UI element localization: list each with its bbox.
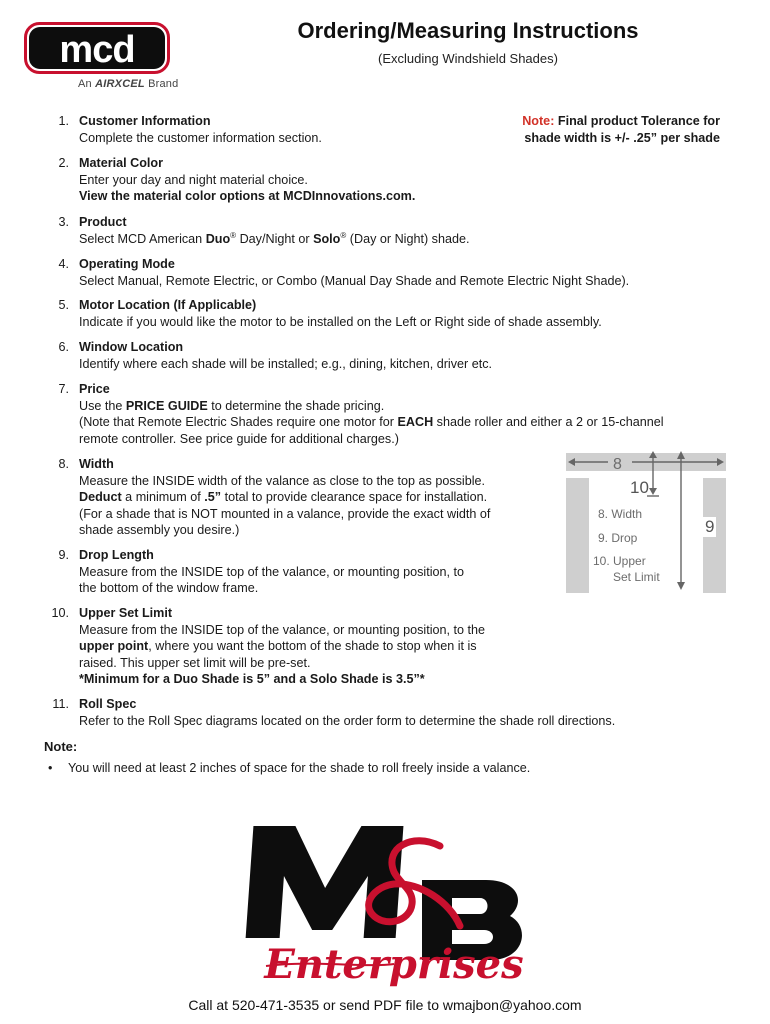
item-heading: Upper Set Limit	[79, 606, 173, 620]
mb-enterprises-logo	[244, 818, 534, 990]
item-heading: Material Color	[79, 156, 163, 170]
airxcel-brand: AIRXCEL	[95, 78, 145, 90]
note-heading: Note:	[44, 739, 78, 754]
item-heading: Drop Length	[79, 548, 154, 562]
instruction-item-5: 5. Motor Location (If Applicable) Indicate if you would like the motor to be installed on the Left or Right side of shade assembly.	[58, 298, 602, 329]
instruction-item-1: 1. Customer Information Complete the customer information section.	[58, 114, 322, 145]
svg-text:Enterprises: Enterprises	[264, 941, 524, 988]
legend-upper-2: Set Limit	[613, 570, 660, 584]
legend-width: 8. Width	[598, 507, 643, 521]
page-subtitle: (Excluding Windshield Shades)	[378, 51, 558, 66]
tolerance-note: Note: Final product Tolerance for shade width is +/- .25” per shade	[522, 114, 720, 145]
measurement-diagram	[566, 451, 726, 593]
legend-upper-1: 10. Upper	[593, 554, 646, 568]
item-heading: Roll Spec	[79, 697, 137, 711]
instruction-item-4: 4. Operating Mode Select Manual, Remote Electric, or Combo (Manual Day Shade and Remote Electric Night Shade).	[58, 257, 630, 288]
instruction-item-7: 7. Price Use the PRICE GUIDE to determine the shade pricing. (Note that Remote Electric Shades require one motor for EACH shade roller and either a 2 or 15-channel remote controller. See price guide for additional charges.)	[58, 382, 664, 446]
item-heading: Operating Mode	[79, 257, 175, 271]
note-bullet-item: • You will need at least 2 inches of space for the shade to roll freely inside a valance.	[48, 761, 531, 775]
instruction-item-8: 8. Width Measure the INSIDE width of the valance as close to the top as possible. Deduct a minimum of .5” total to provide clearance space for installation. (For a shade that is NOT mounted in a valance, provide the exact width of shade assembly you desire.)	[58, 457, 491, 537]
mcd-logo	[24, 22, 170, 74]
svg-text:mcd: mcd	[59, 29, 135, 71]
item-heading: Width	[79, 457, 114, 471]
instruction-item-6: 6. Window Location Identify where each shade will be installed; e.g., dining, kitchen, driver etc.	[58, 340, 493, 371]
item-heading: Price	[79, 382, 110, 396]
brand-line: An AIRXCEL Brand	[78, 78, 179, 90]
instruction-item-11: 11. Roll Spec Refer to the Roll Spec diagrams located on the order form to determine the shade roll directions.	[52, 697, 616, 728]
item-heading: Product	[79, 215, 127, 229]
legend-drop: 9. Drop	[598, 531, 638, 545]
drop-dimension-label: 9	[705, 517, 715, 536]
item-heading: Customer Information	[79, 114, 211, 128]
item-heading: Window Location	[79, 340, 184, 354]
item-heading: Motor Location (If Applicable)	[79, 298, 257, 312]
instruction-item-9: 9. Drop Length Measure from the INSIDE top of the valance, or mounting position, to the bottom of the window frame.	[58, 548, 465, 595]
tolerance-note-label: Note:	[522, 114, 555, 128]
instruction-item-2: 2. Material Color Enter your day and night material choice. View the material color options at MCDInnovations.com.	[58, 156, 416, 203]
instruction-item-10: 10. Upper Set Limit Measure from the INSIDE top of the valance, or mounting position, to the upper point, where you want the bottom of the shade to stop when it is raised. This upper set limit will be pre-set. *Minimum for a Duo Shade is 5” and a Solo Shade is 3.5”*	[51, 606, 486, 686]
width-dimension-label: 8	[613, 456, 622, 473]
bullet-icon: •	[48, 761, 53, 775]
footer-contact: Call at 520-471-3535 or send PDF file to wmajbon@yahoo.com	[188, 997, 582, 1013]
upper-limit-dimension-label: 10	[630, 478, 649, 497]
page-title: Ordering/Measuring Instructions	[297, 18, 639, 43]
instruction-item-3: 3. Product Select MCD American Duo® Day/Night or Solo® (Day or Night) shade.	[58, 215, 470, 246]
window-left-side	[566, 478, 589, 593]
